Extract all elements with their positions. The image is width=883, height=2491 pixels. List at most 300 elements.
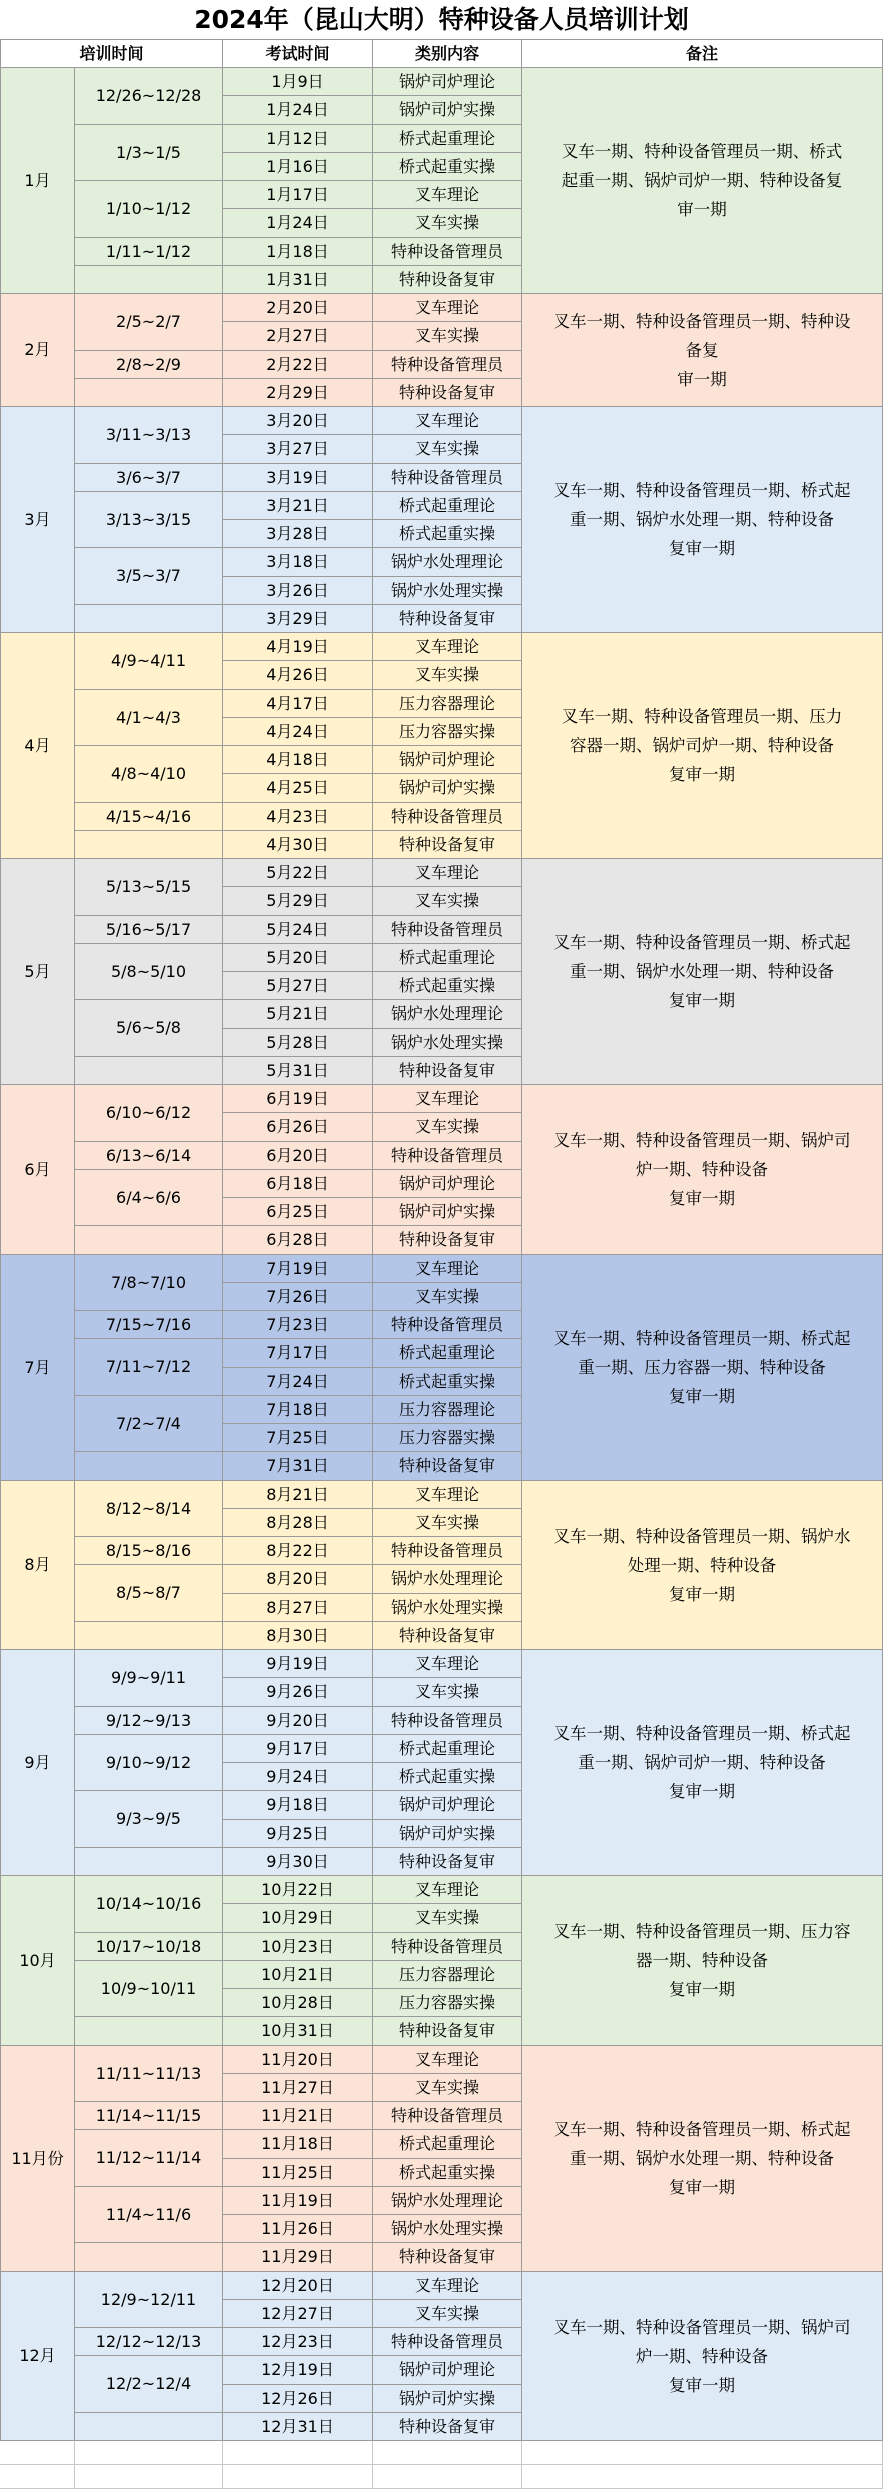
month-note <box>522 1085 883 1255</box>
month-note <box>522 1650 883 1876</box>
exam-category: 叉车实操 <box>373 1509 522 1537</box>
exam-date: 3月26日 <box>223 577 373 605</box>
exam-date: 5月28日 <box>223 1029 373 1057</box>
exam-category: 锅炉水处理实操 <box>373 577 522 605</box>
exam-category: 桥式起重理论 <box>373 1735 522 1763</box>
exam-date: 9月26日 <box>223 1678 373 1707</box>
exam-category: 锅炉司炉实操 <box>373 1820 522 1848</box>
exam-date: 8月27日 <box>223 1594 373 1622</box>
training-period: 12/26~12/28 <box>75 68 223 125</box>
month-label: 7月 <box>0 1255 75 1481</box>
exam-category: 叉车理论 <box>373 1481 522 1509</box>
training-period: 7/15~7/16 <box>75 1311 223 1339</box>
exam-date: 4月23日 <box>223 803 373 831</box>
month-note-text <box>528 1126 876 1213</box>
exam-category: 特种设备复审 <box>373 1848 522 1876</box>
month-note <box>522 1481 883 1650</box>
exam-date: 6月26日 <box>223 1113 373 1142</box>
exam-date: 1月24日 <box>223 96 373 125</box>
training-period: 9/9~9/11 <box>75 1650 223 1707</box>
exam-category: 特种设备管理员 <box>373 1537 522 1565</box>
exam-category: 叉车实操 <box>373 1283 522 1311</box>
training-period-empty <box>75 2017 223 2046</box>
exam-category: 锅炉水处理实操 <box>373 2215 522 2243</box>
exam-category: 桥式起重实操 <box>373 2159 522 2187</box>
exam-date: 10月21日 <box>223 1961 373 1989</box>
training-period: 10/9~10/11 <box>75 1961 223 2017</box>
exam-date: 12月26日 <box>223 2385 373 2413</box>
exam-category: 锅炉司炉理论 <box>373 1170 522 1198</box>
exam-category: 特种设备管理员 <box>373 464 522 492</box>
exam-category: 压力容器实操 <box>373 718 522 746</box>
training-period: 6/10~6/12 <box>75 1085 223 1142</box>
exam-category: 桥式起重理论 <box>373 2130 522 2159</box>
month-note-text <box>528 2115 876 2202</box>
exam-category: 叉车理论 <box>373 633 522 661</box>
exam-date: 4月19日 <box>223 633 373 661</box>
training-period: 4/15~4/16 <box>75 803 223 831</box>
training-period-empty <box>75 1226 223 1255</box>
training-period-empty <box>75 266 223 294</box>
training-period: 4/1~4/3 <box>75 690 223 746</box>
month-note-line: 叉车一期、特种设备管理员一期、桥式起 <box>553 2120 851 2139</box>
exam-date: 9月24日 <box>223 1763 373 1791</box>
month-note-line: 处理一期、特种设备 <box>627 1555 777 1575</box>
training-period: 10/17~10/18 <box>75 1933 223 1961</box>
month-label: 8月 <box>0 1481 75 1650</box>
month-note-line: 复审一期 <box>669 1189 735 1208</box>
training-period: 3/11~3/13 <box>75 407 223 464</box>
exam-category: 叉车实操 <box>373 661 522 690</box>
exam-date: 7月17日 <box>223 1339 373 1368</box>
month-label: 12月 <box>0 2272 75 2441</box>
exam-category: 桥式起重理论 <box>373 125 522 153</box>
empty-cell <box>75 2441 223 2465</box>
exam-date: 8月30日 <box>223 1622 373 1650</box>
month-note-line: 重一期、锅炉水处理一期、特种设备 <box>570 962 834 981</box>
exam-date: 4月17日 <box>223 690 373 718</box>
month-note-line: 重一期、锅炉水处理一期、特种设备 <box>570 510 834 529</box>
month-note-line: 复审一期 <box>669 2178 735 2197</box>
exam-date: 5月24日 <box>223 916 373 944</box>
training-period: 4/8~4/10 <box>75 746 223 803</box>
month-note-line: 叉车一期、特种设备管理员一期、桥式起 <box>553 1329 851 1348</box>
training-period-empty <box>75 1057 223 1085</box>
exam-category: 叉车实操 <box>373 1113 522 1142</box>
month-note-line: 重一期、压力容器一期、特种设备 <box>578 1358 826 1377</box>
training-period: 9/12~9/13 <box>75 1707 223 1735</box>
empty-cell <box>0 2441 75 2465</box>
month-note-line: 叉车一期、特种设备管理员一期、锅炉司 <box>553 1131 851 1150</box>
exam-category: 特种设备管理员 <box>373 803 522 831</box>
exam-category: 叉车实操 <box>373 2300 522 2328</box>
training-period-empty <box>75 605 223 633</box>
month-note-line: 容器一期、锅炉司炉一期、特种设备 <box>570 736 834 755</box>
exam-date: 3月18日 <box>223 548 373 577</box>
exam-category: 特种设备复审 <box>373 379 522 407</box>
training-period: 7/8~7/10 <box>75 1255 223 1311</box>
exam-date: 3月27日 <box>223 435 373 464</box>
month-note-line: 炉一期、特种设备 <box>636 1160 768 1179</box>
training-period: 1/11~1/12 <box>75 238 223 266</box>
month-note-line: 叉车一期、特种设备管理员一期、特种设 <box>553 311 851 331</box>
exam-date: 7月23日 <box>223 1311 373 1339</box>
exam-category: 特种设备管理员 <box>373 351 522 379</box>
exam-category: 特种设备管理员 <box>373 1707 522 1735</box>
training-period: 5/6~5/8 <box>75 1000 223 1057</box>
exam-date: 8月21日 <box>223 1481 373 1509</box>
month-note <box>522 2046 883 2272</box>
exam-category: 特种设备管理员 <box>373 238 522 266</box>
empty-cell <box>373 2465 522 2489</box>
training-period: 3/13~3/15 <box>75 492 223 548</box>
exam-date: 12月19日 <box>223 2356 373 2385</box>
exam-date: 5月21日 <box>223 1000 373 1029</box>
exam-date: 10月31日 <box>223 2017 373 2046</box>
exam-category: 叉车理论 <box>373 1085 522 1113</box>
exam-category: 叉车实操 <box>373 1904 522 1933</box>
exam-date: 3月29日 <box>223 605 373 633</box>
exam-date: 7月24日 <box>223 1368 373 1396</box>
exam-category: 压力容器理论 <box>373 1961 522 1989</box>
month-label: 4月 <box>0 633 75 859</box>
training-period-empty <box>75 2243 223 2272</box>
exam-category: 叉车理论 <box>373 1255 522 1283</box>
exam-category: 特种设备复审 <box>373 2413 522 2441</box>
training-period-empty <box>75 379 223 407</box>
training-period: 5/8~5/10 <box>75 944 223 1000</box>
exam-date: 3月20日 <box>223 407 373 435</box>
month-note-line: 叉车一期、特种设备管理员一期、锅炉司 <box>553 2317 851 2337</box>
training-period: 7/11~7/12 <box>75 1339 223 1396</box>
exam-category: 叉车理论 <box>373 1876 522 1904</box>
empty-cell <box>223 2465 373 2489</box>
exam-date: 5月27日 <box>223 972 373 1000</box>
exam-category: 特种设备复审 <box>373 1226 522 1255</box>
exam-category: 特种设备管理员 <box>373 916 522 944</box>
month-note-line: 叉车一期、特种设备管理员一期、桥式 <box>561 142 843 161</box>
exam-category: 叉车理论 <box>373 859 522 887</box>
exam-date: 3月21日 <box>223 492 373 520</box>
month-note-line: 复审一期 <box>669 991 735 1010</box>
exam-category: 桥式起重理论 <box>373 944 522 972</box>
exam-category: 特种设备管理员 <box>373 2328 522 2356</box>
exam-category: 叉车理论 <box>373 1650 522 1678</box>
exam-date: 2月29日 <box>223 379 373 407</box>
exam-date: 11月20日 <box>223 2046 373 2074</box>
exam-category: 压力容器实操 <box>373 1989 522 2017</box>
exam-category: 压力容器理论 <box>373 690 522 718</box>
month-note-text <box>528 137 876 224</box>
month-label: 10月 <box>0 1876 75 2046</box>
month-note-text <box>528 476 876 563</box>
training-period: 8/12~8/14 <box>75 1481 223 1537</box>
exam-date: 7月25日 <box>223 1424 373 1452</box>
month-note-line: 复审一期 <box>669 539 735 558</box>
month-note-line: 叉车一期、特种设备管理员一期、压力容 <box>553 1922 851 1941</box>
empty-cell <box>522 2465 883 2489</box>
exam-category: 叉车理论 <box>373 407 522 435</box>
exam-date: 1月24日 <box>223 209 373 238</box>
exam-category: 叉车实操 <box>373 322 522 351</box>
exam-category: 叉车实操 <box>373 435 522 464</box>
exam-category: 锅炉司炉理论 <box>373 1791 522 1820</box>
training-period: 2/8~2/9 <box>75 351 223 379</box>
exam-category: 锅炉水处理理论 <box>373 548 522 577</box>
exam-date: 7月26日 <box>223 1283 373 1311</box>
exam-date: 6月25日 <box>223 1198 373 1226</box>
exam-date: 4月30日 <box>223 831 373 859</box>
exam-date: 11月26日 <box>223 2215 373 2243</box>
training-period-empty <box>75 1848 223 1876</box>
month-note <box>522 1255 883 1481</box>
exam-date: 11月25日 <box>223 2159 373 2187</box>
training-period: 11/14~11/15 <box>75 2102 223 2130</box>
exam-category: 桥式起重理论 <box>373 492 522 520</box>
training-period: 9/10~9/12 <box>75 1735 223 1791</box>
training-period: 9/3~9/5 <box>75 1791 223 1848</box>
exam-date: 4月26日 <box>223 661 373 690</box>
exam-date: 2月20日 <box>223 294 373 322</box>
exam-category: 特种设备管理员 <box>373 1311 522 1339</box>
header-exam-time: 考试时间 <box>223 40 373 68</box>
exam-category: 叉车实操 <box>373 2074 522 2102</box>
exam-date: 6月20日 <box>223 1142 373 1170</box>
training-period: 12/2~12/4 <box>75 2356 223 2413</box>
exam-date: 9月30日 <box>223 1848 373 1876</box>
month-note-line: 叉车一期、特种设备管理员一期、桥式起 <box>553 481 851 500</box>
month-label: 1月 <box>0 68 75 294</box>
exam-date: 11月18日 <box>223 2130 373 2159</box>
exam-date: 4月25日 <box>223 774 373 803</box>
month-note-text <box>528 2313 876 2400</box>
training-period: 7/2~7/4 <box>75 1396 223 1452</box>
month-note-line: 复审一期 <box>669 765 735 784</box>
exam-category: 叉车理论 <box>373 294 522 322</box>
month-note-text <box>528 928 876 1015</box>
empty-cell <box>0 2465 75 2489</box>
exam-category: 压力容器实操 <box>373 1424 522 1452</box>
training-period: 5/16~5/17 <box>75 916 223 944</box>
exam-category: 叉车理论 <box>373 2272 522 2300</box>
training-period-empty <box>75 831 223 859</box>
empty-cell <box>223 2441 373 2465</box>
month-label: 11月份 <box>0 2046 75 2272</box>
exam-date: 4月18日 <box>223 746 373 774</box>
exam-date: 5月29日 <box>223 887 373 916</box>
month-note-line: 叉车一期、特种设备管理员一期、压力 <box>561 707 843 726</box>
exam-category: 特种设备管理员 <box>373 1933 522 1961</box>
exam-date: 2月27日 <box>223 322 373 351</box>
exam-date: 9月18日 <box>223 1791 373 1820</box>
training-period: 11/4~11/6 <box>75 2187 223 2243</box>
page-title: 2024年（昆山大明）特种设备人员培训计划 <box>0 0 883 40</box>
exam-category: 锅炉水处理理论 <box>373 1565 522 1594</box>
exam-date: 1月31日 <box>223 266 373 294</box>
month-note-text <box>528 1917 876 2004</box>
month-label: 6月 <box>0 1085 75 1255</box>
exam-date: 3月19日 <box>223 464 373 492</box>
exam-date: 12月23日 <box>223 2328 373 2356</box>
exam-date: 8月22日 <box>223 1537 373 1565</box>
exam-date: 6月19日 <box>223 1085 373 1113</box>
exam-date: 10月29日 <box>223 1904 373 1933</box>
month-note <box>522 294 883 407</box>
exam-date: 1月18日 <box>223 238 373 266</box>
exam-date: 6月28日 <box>223 1226 373 1255</box>
exam-date: 6月18日 <box>223 1170 373 1198</box>
exam-category: 特种设备复审 <box>373 1452 522 1481</box>
exam-category: 特种设备管理员 <box>373 2102 522 2130</box>
exam-category: 叉车实操 <box>373 209 522 238</box>
month-note <box>522 2272 883 2441</box>
exam-category: 锅炉司炉理论 <box>373 68 522 96</box>
month-note-line: 复审一期 <box>669 1387 735 1406</box>
exam-date: 5月20日 <box>223 944 373 972</box>
empty-cell <box>75 2465 223 2489</box>
header-train-time: 培训时间 <box>0 40 223 68</box>
exam-category: 桥式起重实操 <box>373 972 522 1000</box>
exam-category: 特种设备复审 <box>373 1057 522 1085</box>
training-period-empty <box>75 2413 223 2441</box>
exam-date: 7月18日 <box>223 1396 373 1424</box>
exam-date: 9月25日 <box>223 1820 373 1848</box>
exam-date: 8月28日 <box>223 1509 373 1537</box>
exam-category: 锅炉司炉理论 <box>373 746 522 774</box>
month-label: 5月 <box>0 859 75 1085</box>
training-period: 4/9~4/11 <box>75 633 223 690</box>
exam-category: 特种设备复审 <box>373 2243 522 2272</box>
exam-category: 桥式起重理论 <box>373 1339 522 1368</box>
month-note <box>522 633 883 859</box>
month-note-line: 复审一期 <box>669 1782 735 1801</box>
exam-date: 12月31日 <box>223 2413 373 2441</box>
month-note-line: 重一期、锅炉水处理一期、特种设备 <box>570 2149 834 2168</box>
exam-date: 10月22日 <box>223 1876 373 1904</box>
month-note <box>522 68 883 294</box>
month-label: 2月 <box>0 294 75 407</box>
month-note-line: 备复 <box>685 340 719 360</box>
exam-date: 4月24日 <box>223 718 373 746</box>
empty-cell <box>373 2441 522 2465</box>
training-period: 12/9~12/11 <box>75 2272 223 2328</box>
exam-date: 12月20日 <box>223 2272 373 2300</box>
exam-category: 锅炉司炉实操 <box>373 2385 522 2413</box>
exam-category: 特种设备复审 <box>373 266 522 294</box>
exam-date: 11月29日 <box>223 2243 373 2272</box>
exam-date: 9月20日 <box>223 1707 373 1735</box>
exam-date: 7月19日 <box>223 1255 373 1283</box>
month-note-line: 复审一期 <box>669 1980 735 1999</box>
exam-category: 桥式起重实操 <box>373 520 522 548</box>
month-note <box>522 859 883 1085</box>
month-note-line: 起重一期、锅炉司炉一期、特种设备复 <box>561 171 843 190</box>
exam-date: 5月22日 <box>223 859 373 887</box>
exam-category: 锅炉司炉实操 <box>373 96 522 125</box>
exam-category: 锅炉水处理实操 <box>373 1594 522 1622</box>
exam-category: 特种设备复审 <box>373 605 522 633</box>
exam-date: 10月28日 <box>223 1989 373 2017</box>
exam-category: 锅炉司炉实操 <box>373 774 522 803</box>
month-label: 9月 <box>0 1650 75 1876</box>
training-period: 1/10~1/12 <box>75 181 223 238</box>
exam-category: 特种设备复审 <box>373 1622 522 1650</box>
training-period: 8/15~8/16 <box>75 1537 223 1565</box>
training-period: 11/12~11/14 <box>75 2130 223 2187</box>
training-period: 12/12~12/13 <box>75 2328 223 2356</box>
header-note: 备注 <box>522 40 883 68</box>
month-note-line: 器一期、特种设备 <box>636 1951 768 1970</box>
exam-category: 叉车实操 <box>373 1678 522 1707</box>
empty-cell <box>522 2441 883 2465</box>
month-note <box>522 1876 883 2046</box>
header-category: 类别内容 <box>373 40 522 68</box>
month-note-line: 复审一期 <box>669 2375 735 2395</box>
training-period: 10/14~10/16 <box>75 1876 223 1933</box>
training-period-empty <box>75 1622 223 1650</box>
exam-date: 1月12日 <box>223 125 373 153</box>
month-note-line: 审一期 <box>677 369 727 389</box>
exam-date: 12月27日 <box>223 2300 373 2328</box>
training-period: 5/13~5/15 <box>75 859 223 916</box>
month-note-line: 审一期 <box>677 200 727 219</box>
training-period: 6/13~6/14 <box>75 1142 223 1170</box>
exam-date: 5月31日 <box>223 1057 373 1085</box>
exam-category: 桥式起重实操 <box>373 153 522 181</box>
exam-category: 桥式起重实操 <box>373 1763 522 1791</box>
month-note <box>522 407 883 633</box>
month-note-line: 炉一期、特种设备 <box>636 2346 768 2366</box>
exam-date: 1月16日 <box>223 153 373 181</box>
exam-date: 9月17日 <box>223 1735 373 1763</box>
exam-category: 特种设备管理员 <box>373 1142 522 1170</box>
exam-date: 11月27日 <box>223 2074 373 2102</box>
exam-category: 锅炉司炉理论 <box>373 2356 522 2385</box>
exam-date: 2月22日 <box>223 351 373 379</box>
exam-category: 锅炉水处理实操 <box>373 1029 522 1057</box>
training-period-empty <box>75 1452 223 1481</box>
month-note-line: 重一期、锅炉司炉一期、特种设备 <box>578 1753 826 1772</box>
training-period: 1/3~1/5 <box>75 125 223 181</box>
exam-category: 压力容器理论 <box>373 1396 522 1424</box>
month-note-line: 叉车一期、特种设备管理员一期、桥式起 <box>553 933 851 952</box>
exam-date: 1月17日 <box>223 181 373 209</box>
exam-date: 3月28日 <box>223 520 373 548</box>
month-label: 3月 <box>0 407 75 633</box>
month-note-text <box>528 1522 876 1609</box>
training-period: 8/5~8/7 <box>75 1565 223 1622</box>
exam-date: 10月23日 <box>223 1933 373 1961</box>
month-note-line: 叉车一期、特种设备管理员一期、桥式起 <box>553 1724 851 1743</box>
exam-category: 锅炉水处理理论 <box>373 2187 522 2215</box>
exam-date: 8月20日 <box>223 1565 373 1594</box>
exam-category: 特种设备复审 <box>373 831 522 859</box>
training-period: 6/4~6/6 <box>75 1170 223 1226</box>
month-note-line: 复审一期 <box>669 1584 735 1604</box>
exam-category: 特种设备复审 <box>373 2017 522 2046</box>
exam-category: 锅炉司炉实操 <box>373 1198 522 1226</box>
month-note-text <box>528 307 876 394</box>
exam-category: 叉车理论 <box>373 181 522 209</box>
training-period: 3/5~3/7 <box>75 548 223 605</box>
month-note-text <box>528 1719 876 1806</box>
month-note-line: 叉车一期、特种设备管理员一期、锅炉水 <box>553 1526 851 1546</box>
exam-date: 11月21日 <box>223 2102 373 2130</box>
exam-date: 7月31日 <box>223 1452 373 1481</box>
training-period: 3/6~3/7 <box>75 464 223 492</box>
exam-category: 桥式起重实操 <box>373 1368 522 1396</box>
exam-category: 叉车实操 <box>373 887 522 916</box>
